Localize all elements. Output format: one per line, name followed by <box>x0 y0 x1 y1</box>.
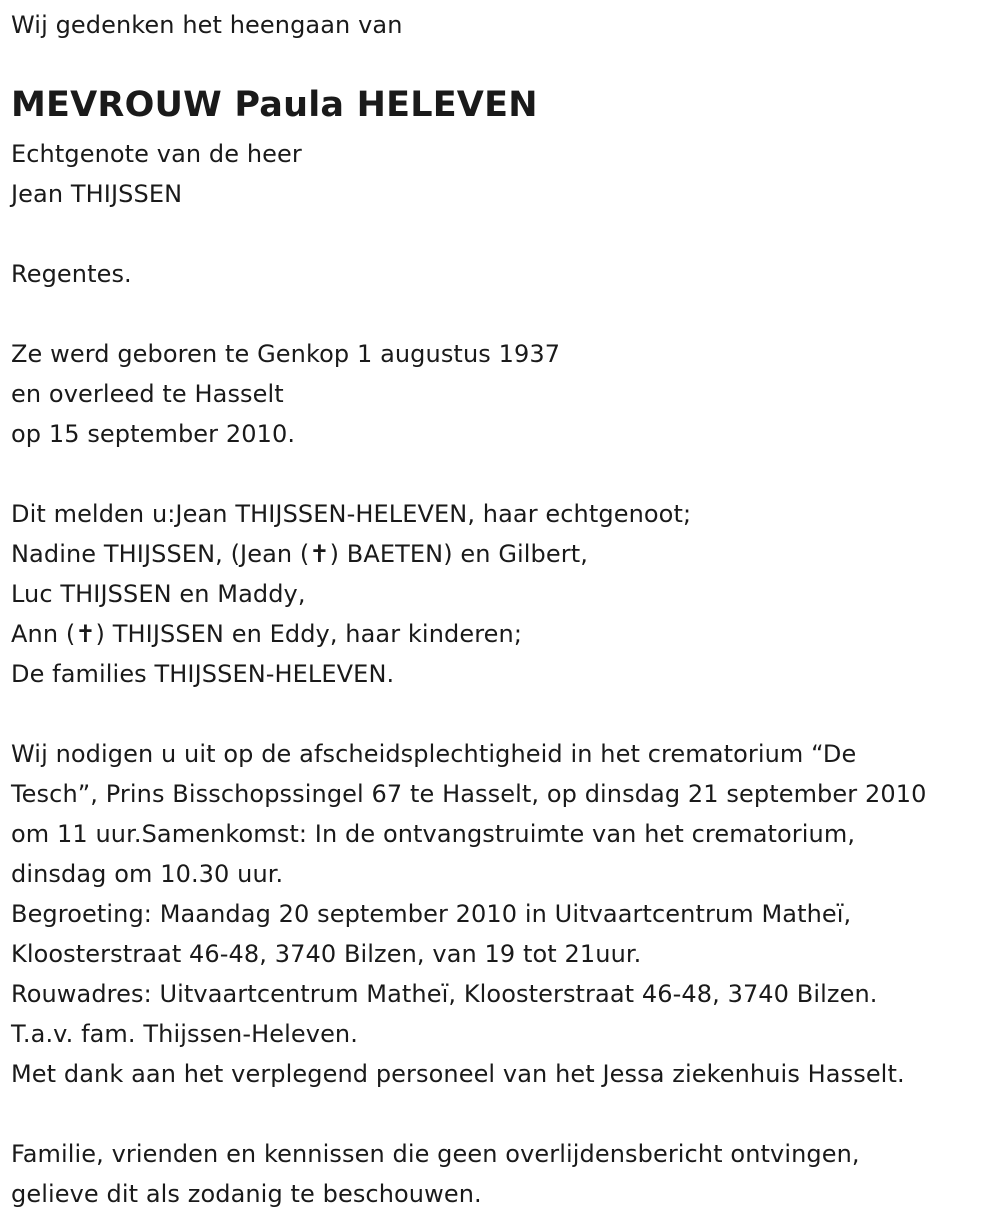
ceremony-line-2: Tesch”, Prins Bisschopssingel 67 te Hasselt, op dinsdag 21 september 2010 <box>11 780 927 808</box>
family-line-5: De families THIJSSEN-HELEVEN. <box>11 660 395 688</box>
ceremony-line-9: Met dank aan het verplegend personeel van het Jessa ziekenhuis Hasselt. <box>11 1060 905 1088</box>
family-line-1: Dit melden u:Jean THIJSSEN-HELEVEN, haar echtgenoot; <box>11 500 692 528</box>
ceremony-line-5: Begroeting: Maandag 20 september 2010 in Uitvaartcentrum Matheï, <box>11 900 852 928</box>
intro-text: Wij gedenken het heengaan van <box>11 11 403 39</box>
spouse-line-2: Jean THIJSSEN <box>11 180 183 208</box>
life-line-1: Ze werd geboren te Genkop 1 augustus 1937 <box>11 340 561 368</box>
profession: Regentes. <box>11 260 132 288</box>
ceremony-line-8: T.a.v. fam. Thijssen-Heleven. <box>11 1020 358 1048</box>
family-line-3: Luc THIJSSEN en Maddy, <box>11 580 306 608</box>
ceremony-line-4: dinsdag om 10.30 uur. <box>11 860 284 888</box>
ceremony-line-1: Wij nodigen u uit op de afscheidsplechtigheid in het crematorium “De <box>11 740 857 768</box>
life-line-3: op 15 september 2010. <box>11 420 296 448</box>
closing-line-2: gelieve dit als zodanig te beschouwen. <box>11 1180 482 1208</box>
deceased-name: MEVROUW Paula HELEVEN <box>11 85 538 125</box>
ceremony-line-7: Rouwadres: Uitvaartcentrum Matheï, Kloosterstraat 46-48, 3740 Bilzen. <box>11 980 878 1008</box>
spouse-line-1: Echtgenote van de heer <box>11 140 302 168</box>
family-line-4: Ann (✝) THIJSSEN en Eddy, haar kinderen; <box>11 620 523 648</box>
ceremony-line-3: om 11 uur.Samenkomst: In de ontvangstruimte van het crematorium, <box>11 820 856 848</box>
family-line-2: Nadine THIJSSEN, (Jean (✝) BAETEN) en Gilbert, <box>11 540 588 568</box>
life-line-2: en overleed te Hasselt <box>11 380 284 408</box>
closing-line-1: Familie, vrienden en kennissen die geen overlijdensbericht ontvingen, <box>11 1140 860 1168</box>
ceremony-line-6: Kloosterstraat 46-48, 3740 Bilzen, van 19 tot 21uur. <box>11 940 642 968</box>
